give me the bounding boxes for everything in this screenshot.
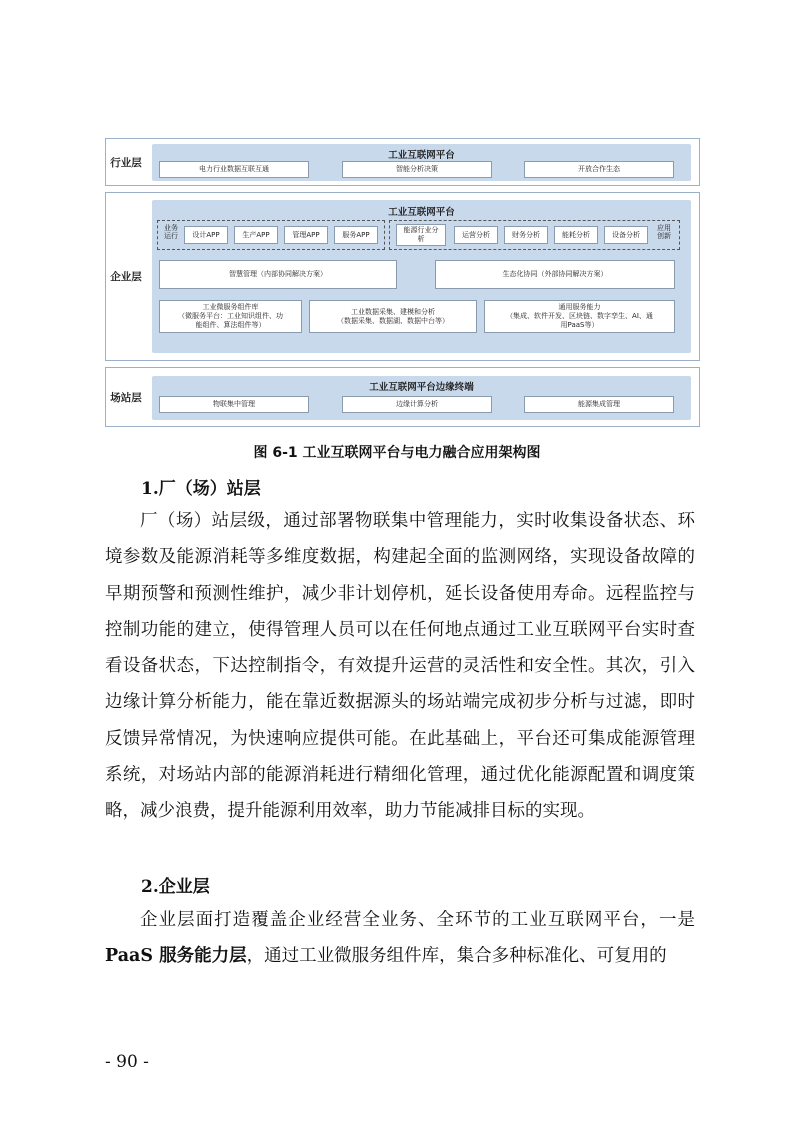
enterprise-layer bbox=[105, 192, 700, 361]
paragraph-text: ，通过工业微服务组件库，集合多种标准化、可复用的 bbox=[246, 946, 667, 967]
panel-title: 工业互联网平台 bbox=[388, 207, 455, 218]
platform-panel bbox=[152, 376, 691, 420]
layer-box: 能源集成管理 bbox=[524, 396, 674, 413]
layer-box: 电力行业数据互联互通 bbox=[159, 161, 309, 178]
solution-box: 生态化协同（外部协同解决方案） bbox=[435, 260, 675, 289]
component-line: （集成、软件开发、区块链、数字孪生、AI、通 bbox=[506, 312, 653, 321]
section-paragraph bbox=[105, 902, 695, 975]
panel-title: 工业互联网平台边缘终端 bbox=[369, 382, 474, 393]
analysis-group bbox=[389, 220, 680, 250]
component-box bbox=[484, 300, 675, 333]
layer-box: 边缘计算分析 bbox=[342, 396, 492, 413]
layer-label: 企业层 bbox=[110, 271, 142, 283]
station-layer bbox=[105, 367, 700, 427]
component-line: （微服务平台：工业知识组件、功 bbox=[178, 312, 283, 321]
analysis-group-tag-line: 应用 bbox=[657, 224, 671, 232]
layer-box: 智能分析决策 bbox=[342, 161, 492, 178]
layer-label: 行业层 bbox=[110, 156, 142, 169]
analysis-box: 能耗分析 bbox=[554, 226, 598, 244]
panel-title: 工业互联网平台 bbox=[388, 150, 455, 161]
section-heading: 2.企业层 bbox=[141, 877, 210, 897]
paragraph-emphasis: PaaS 服务能力层 bbox=[105, 946, 247, 967]
app-box: 生产APP bbox=[234, 226, 278, 244]
figure-caption: 图 6-1 工业互联网平台与电力融合应用架构图 bbox=[253, 445, 541, 461]
app-box: 服务APP bbox=[334, 226, 378, 244]
app-box: 设计APP bbox=[184, 226, 228, 244]
analysis-box: 财务分析 bbox=[504, 226, 548, 244]
component-line: 能组件、算法组件等） bbox=[195, 320, 266, 329]
app-group bbox=[157, 220, 385, 250]
component-line: 用PaaS等） bbox=[560, 320, 599, 329]
page-number: - 90 - bbox=[105, 1052, 149, 1072]
layer-label: 场站层 bbox=[110, 391, 142, 404]
component-box bbox=[159, 300, 302, 333]
solution-box: 智慧管理（内部协同解决方案） bbox=[159, 260, 397, 289]
platform-panel bbox=[152, 144, 691, 181]
layer-box: 物联集中管理 bbox=[159, 396, 309, 413]
app-group-tag-line: 运行 bbox=[164, 232, 178, 241]
industry-layer bbox=[105, 138, 700, 186]
analysis-group-tag bbox=[652, 224, 676, 241]
layer-box: 开放合作生态 bbox=[524, 161, 674, 178]
component-line: 工业微服务组件库 bbox=[202, 303, 259, 312]
analysis-group-tag-line: 创新 bbox=[657, 232, 671, 241]
app-group-tag-line: 业务 bbox=[164, 224, 178, 232]
app-box: 管理APP bbox=[284, 226, 328, 244]
analysis-box bbox=[396, 224, 446, 246]
analysis-box-line: 析 bbox=[417, 235, 425, 243]
component-box bbox=[309, 300, 477, 333]
app-group-tag bbox=[160, 224, 182, 241]
component-line: 通用服务能力 bbox=[558, 303, 601, 312]
section-paragraph: 厂（场）站层级，通过部署物联集中管理能力，实时收集设备状态、环境参数及能源消耗等多维度数据，构建起全面的监测网络，实现设备故障的早期预警和预测性维护，减少非计划停机，延长设备使用寿命。远程监控与控制功能的建立，使得管理人员可以在任何地点通过工业互联网平台实时查看设备状态，下达控制指令，有效提升运营的灵活性和安全性。其次，引入边缘计算分析能力，能在靠近数据源头的场站端完成初步分析与过滤，即时反馈异常情况，为快速响应提供可能。在此基础上，平台还可集成能源管理系统，对场站内部的能源消耗进行精细化管理，通过优化能源配置和调度策略，减少浪费，提升能源利用效率，助力节能减排目标的实现。 bbox=[105, 511, 695, 822]
paragraph-text: 企业层面打造覆盖企业经营全业务、全环节的工业互联网平台，一是 bbox=[140, 910, 695, 930]
analysis-box: 设备分析 bbox=[604, 226, 648, 244]
component-line: 工业数据采集、建模和分析 bbox=[351, 307, 435, 316]
analysis-box: 运营分析 bbox=[454, 226, 498, 244]
analysis-box-line: 能源行业分 bbox=[403, 226, 439, 235]
section-heading: 1.厂（场）站层 bbox=[141, 479, 261, 499]
platform-panel bbox=[152, 200, 691, 353]
component-line: （数据采集、数据湖、数据中台等） bbox=[337, 316, 449, 325]
